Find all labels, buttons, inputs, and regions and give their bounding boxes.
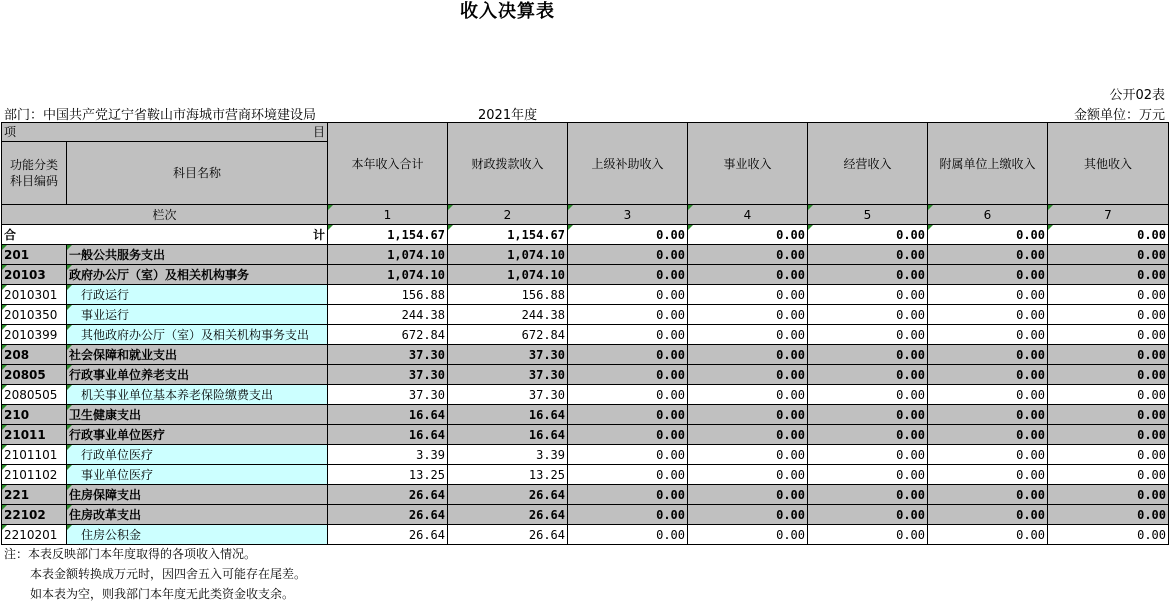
col-header-2: 财政拨款收入 [448, 123, 568, 205]
row-value-1: 244.38 [328, 305, 448, 325]
col-number-6: 6 [928, 205, 1048, 225]
note-line-1: 注：本表反映部门本年度取得的各项收入情况。 [4, 547, 257, 561]
row-value-7: 0.00 [1048, 285, 1169, 305]
row-value-1: 26.64 [328, 505, 448, 525]
total-value-3: 0.00 [568, 225, 688, 245]
note-line-2: 本表金额转换成万元时，因四舍五入可能存在尾差。 [30, 567, 307, 581]
row-value-6: 0.00 [928, 345, 1048, 365]
row-value-4: 0.00 [688, 305, 808, 325]
table-row [2, 285, 1169, 305]
row-value-3: 0.00 [568, 525, 688, 545]
row-code: 20103 [2, 265, 67, 285]
row-code: 21011 [2, 425, 67, 445]
row-value-6: 0.00 [928, 365, 1048, 385]
year-label: 2021年度 [478, 108, 538, 123]
row-value-2: 26.64 [448, 485, 568, 505]
row-value-6: 0.00 [928, 285, 1048, 305]
table-row [2, 405, 1169, 425]
row-value-6: 0.00 [928, 465, 1048, 485]
row-value-2: 37.30 [448, 365, 568, 385]
row-code: 20805 [2, 365, 67, 385]
row-code: 2010301 [2, 285, 67, 305]
row-value-4: 0.00 [688, 385, 808, 405]
total-value-4: 0.00 [688, 225, 808, 245]
row-value-2: 1,074.10 [448, 245, 568, 265]
row-value-2: 26.64 [448, 505, 568, 525]
table-row [2, 245, 1169, 265]
row-value-2: 16.64 [448, 425, 568, 445]
row-value-7: 0.00 [1048, 345, 1169, 365]
row-value-7: 0.00 [1048, 505, 1169, 525]
col-header-5: 经营收入 [808, 123, 928, 205]
row-value-7: 0.00 [1048, 485, 1169, 505]
col-header-1: 本年收入合计 [328, 123, 448, 205]
row-value-5: 0.00 [808, 325, 928, 345]
row-value-3: 0.00 [568, 405, 688, 425]
row-value-7: 0.00 [1048, 445, 1169, 465]
note-line-3: 如本表为空，则我部门本年度无此类资金收支余。 [30, 587, 295, 601]
row-value-2: 37.30 [448, 345, 568, 365]
row-code: 2101101 [2, 445, 67, 465]
row-value-5: 0.00 [808, 385, 928, 405]
total-value-2: 1,154.67 [448, 225, 568, 245]
row-value-2: 672.84 [448, 325, 568, 345]
row-value-7: 0.00 [1048, 425, 1169, 445]
total-label-cell [2, 225, 328, 245]
row-name: 住房改革支出 [67, 505, 328, 525]
code-col-header: 功能分类 科目编码 [2, 142, 67, 205]
row-value-4: 0.00 [688, 525, 808, 545]
row-value-3: 0.00 [568, 445, 688, 465]
row-value-3: 0.00 [568, 305, 688, 325]
row-value-7: 0.00 [1048, 405, 1169, 425]
row-value-5: 0.00 [808, 505, 928, 525]
row-code: 22102 [2, 505, 67, 525]
table-row [2, 265, 1169, 285]
row-value-7: 0.00 [1048, 325, 1169, 345]
row-value-1: 26.64 [328, 485, 448, 505]
row-value-3: 0.00 [568, 265, 688, 285]
row-code: 201 [2, 245, 67, 265]
table-row [2, 325, 1169, 345]
row-value-3: 0.00 [568, 425, 688, 445]
notes [4, 544, 306, 604]
column-row-label: 栏次 [2, 205, 328, 225]
row-value-4: 0.00 [688, 445, 808, 465]
row-code: 210 [2, 405, 67, 425]
row-value-4: 0.00 [688, 325, 808, 345]
row-code: 2010399 [2, 325, 67, 345]
col-number-2: 2 [448, 205, 568, 225]
row-value-7: 0.00 [1048, 245, 1169, 265]
total-left-label: 合 [4, 227, 17, 242]
row-value-2: 1,074.10 [448, 265, 568, 285]
row-name: 机关事业单位基本养老保险缴费支出 [67, 385, 328, 405]
table-row [2, 365, 1169, 385]
col-header-3: 上级补助收入 [568, 123, 688, 205]
name-col-header: 科目名称 [67, 142, 328, 205]
row-name: 事业单位医疗 [67, 465, 328, 485]
row-value-5: 0.00 [808, 445, 928, 465]
row-value-4: 0.00 [688, 285, 808, 305]
table-row [2, 465, 1169, 485]
row-value-1: 156.88 [328, 285, 448, 305]
row-value-4: 0.00 [688, 485, 808, 505]
row-value-3: 0.00 [568, 345, 688, 365]
item-header-cell [2, 123, 328, 142]
row-value-1: 26.64 [328, 525, 448, 545]
row-name: 行政事业单位医疗 [67, 425, 328, 445]
row-value-3: 0.00 [568, 485, 688, 505]
row-value-6: 0.00 [928, 385, 1048, 405]
row-value-5: 0.00 [808, 285, 928, 305]
department-label: 部门：中国共产党辽宁省鞍山市海城市营商环境建设局 [4, 108, 317, 123]
row-value-5: 0.00 [808, 245, 928, 265]
total-row [2, 225, 1169, 245]
row-value-4: 0.00 [688, 365, 808, 385]
table-row [2, 445, 1169, 465]
item-left-label: 项 [4, 125, 17, 139]
row-name: 一般公共服务支出 [67, 245, 328, 265]
row-value-7: 0.00 [1048, 305, 1169, 325]
row-value-1: 3.39 [328, 445, 448, 465]
row-value-4: 0.00 [688, 425, 808, 445]
table-row [2, 345, 1169, 365]
row-value-3: 0.00 [568, 365, 688, 385]
row-value-7: 0.00 [1048, 265, 1169, 285]
row-value-7: 0.00 [1048, 465, 1169, 485]
row-value-6: 0.00 [928, 265, 1048, 285]
col-header-4: 事业收入 [688, 123, 808, 205]
row-value-1: 37.30 [328, 345, 448, 365]
row-value-1: 1,074.10 [328, 265, 448, 285]
table-row [2, 505, 1169, 525]
row-value-6: 0.00 [928, 305, 1048, 325]
row-value-2: 13.25 [448, 465, 568, 485]
row-name: 行政运行 [67, 285, 328, 305]
row-value-4: 0.00 [688, 405, 808, 425]
row-value-4: 0.00 [688, 345, 808, 365]
row-value-2: 37.30 [448, 385, 568, 405]
row-value-5: 0.00 [808, 405, 928, 425]
row-value-7: 0.00 [1048, 385, 1169, 405]
row-code: 208 [2, 345, 67, 365]
row-code: 2080505 [2, 385, 67, 405]
row-value-6: 0.00 [928, 505, 1048, 525]
col-number-7: 7 [1048, 205, 1169, 225]
row-name: 住房公积金 [67, 525, 328, 545]
row-value-2: 16.64 [448, 405, 568, 425]
total-value-7: 0.00 [1048, 225, 1169, 245]
row-value-1: 13.25 [328, 465, 448, 485]
row-name: 社会保障和就业支出 [67, 345, 328, 365]
income-table [1, 122, 1169, 545]
row-value-4: 0.00 [688, 505, 808, 525]
total-value-5: 0.00 [808, 225, 928, 245]
row-value-5: 0.00 [808, 485, 928, 505]
row-value-1: 1,074.10 [328, 245, 448, 265]
table-row [2, 425, 1169, 445]
row-value-4: 0.00 [688, 265, 808, 285]
row-code: 2010350 [2, 305, 67, 325]
row-value-3: 0.00 [568, 325, 688, 345]
header-item-row [2, 123, 1169, 142]
row-value-6: 0.00 [928, 405, 1048, 425]
row-value-2: 26.64 [448, 525, 568, 545]
row-name: 行政单位医疗 [67, 445, 328, 465]
row-value-3: 0.00 [568, 285, 688, 305]
row-name: 政府办公厅（室）及相关机构事务 [67, 265, 328, 285]
table-row [2, 305, 1169, 325]
row-value-2: 244.38 [448, 305, 568, 325]
table-row [2, 385, 1169, 405]
row-code: 2210201 [2, 525, 67, 545]
unit-label: 金额单位：万元 [1073, 108, 1165, 123]
col-number-3: 3 [568, 205, 688, 225]
row-code: 2101102 [2, 465, 67, 485]
row-value-7: 0.00 [1048, 525, 1169, 545]
form-code: 公开02表 [1109, 88, 1165, 103]
total-value-1: 1,154.67 [328, 225, 448, 245]
col-header-7: 其他收入 [1048, 123, 1169, 205]
row-value-5: 0.00 [808, 425, 928, 445]
row-code: 221 [2, 485, 67, 505]
total-value-6: 0.00 [928, 225, 1048, 245]
row-value-3: 0.00 [568, 385, 688, 405]
row-value-1: 37.30 [328, 365, 448, 385]
row-value-6: 0.00 [928, 425, 1048, 445]
row-name: 行政事业单位养老支出 [67, 365, 328, 385]
row-value-3: 0.00 [568, 245, 688, 265]
row-value-1: 16.64 [328, 425, 448, 445]
column-number-row [2, 205, 1169, 225]
row-value-6: 0.00 [928, 525, 1048, 545]
row-value-4: 0.00 [688, 465, 808, 485]
col-number-5: 5 [808, 205, 928, 225]
col-number-1: 1 [328, 205, 448, 225]
report-title: 收入决算表 [460, 1, 555, 22]
row-value-2: 3.39 [448, 445, 568, 465]
row-value-3: 0.00 [568, 505, 688, 525]
row-value-5: 0.00 [808, 525, 928, 545]
row-value-6: 0.00 [928, 445, 1048, 465]
row-value-3: 0.00 [568, 465, 688, 485]
row-value-6: 0.00 [928, 245, 1048, 265]
row-value-2: 156.88 [448, 285, 568, 305]
row-value-5: 0.00 [808, 265, 928, 285]
row-value-6: 0.00 [928, 325, 1048, 345]
row-value-5: 0.00 [808, 365, 928, 385]
row-value-6: 0.00 [928, 485, 1048, 505]
row-name: 住房保障支出 [67, 485, 328, 505]
row-value-5: 0.00 [808, 345, 928, 365]
row-name: 卫生健康支出 [67, 405, 328, 425]
total-right-label: 计 [312, 227, 325, 242]
col-header-6: 附属单位上缴收入 [928, 123, 1048, 205]
row-value-4: 0.00 [688, 245, 808, 265]
row-name: 事业运行 [67, 305, 328, 325]
row-value-1: 672.84 [328, 325, 448, 345]
col-number-4: 4 [688, 205, 808, 225]
row-value-1: 16.64 [328, 405, 448, 425]
table-row [2, 485, 1169, 505]
row-value-5: 0.00 [808, 465, 928, 485]
table-row [2, 525, 1169, 545]
row-value-7: 0.00 [1048, 365, 1169, 385]
row-value-5: 0.00 [808, 305, 928, 325]
row-name: 其他政府办公厅（室）及相关机构事务支出 [67, 325, 328, 345]
item-right-label: 目 [312, 125, 325, 139]
row-value-1: 37.30 [328, 385, 448, 405]
